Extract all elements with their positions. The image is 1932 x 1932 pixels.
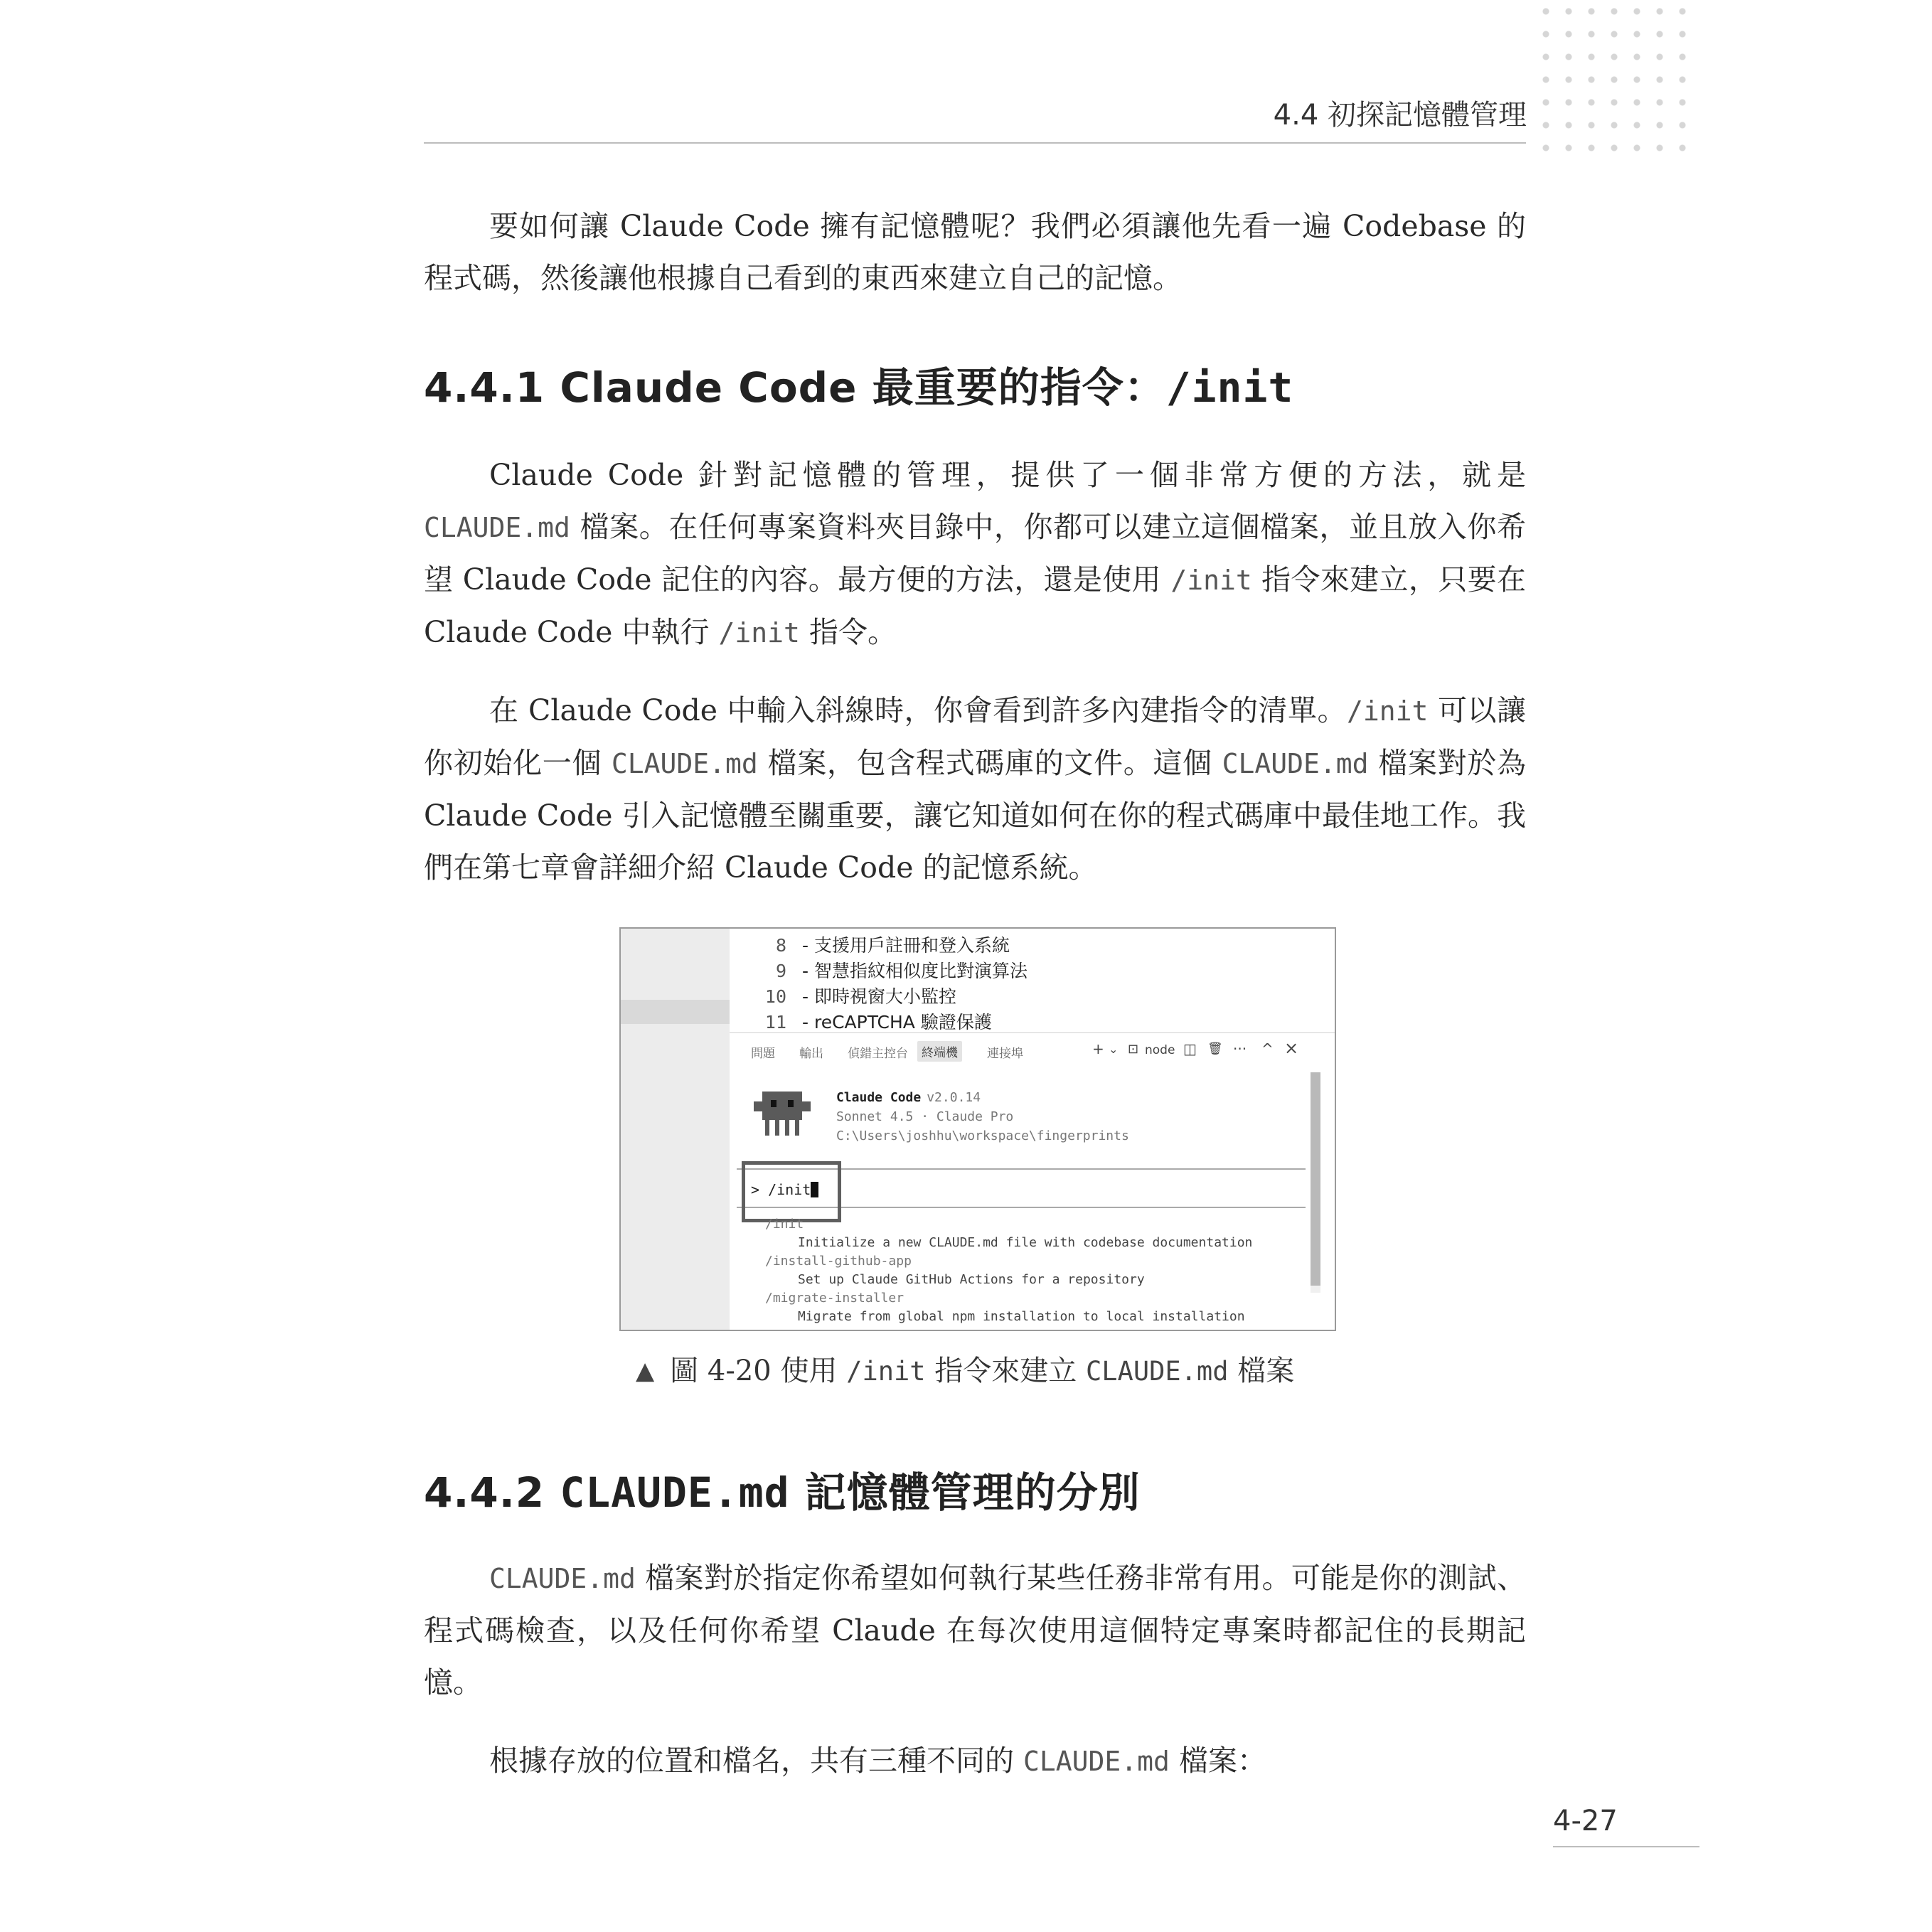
- highlight-box: [742, 1161, 841, 1222]
- section-442-paragraph-1: [424, 1552, 1526, 1709]
- code-line: [730, 957, 1028, 983]
- inline-code: CLAUDE.md: [1086, 1356, 1229, 1387]
- decorative-dot-grid: [1535, 0, 1697, 153]
- section-442-paragraph-2: [424, 1735, 1526, 1788]
- intro-text: 要如何讓 Claude Code 擁有記憶體呢？我們必須讓他先看一遍 Codebase 的程式碼，然後讓他根據自己看到的東西來建立自己的記憶。: [424, 209, 1526, 295]
- code-line: [730, 983, 956, 1008]
- app-name: Claude Code: [836, 1090, 922, 1105]
- terminal-name[interactable]: node: [1145, 1043, 1175, 1057]
- chevron-down-icon[interactable]: ⌄: [1109, 1042, 1119, 1056]
- text-run: 可以讓你初始化一個: [424, 693, 1526, 780]
- command-item-name[interactable]: /init: [765, 1217, 804, 1232]
- caption-triangle-icon: ▲: [636, 1357, 655, 1385]
- claude-mascot-icon: [754, 1089, 811, 1140]
- heading-code: /init: [1165, 363, 1294, 412]
- command-item-name[interactable]: /migrate-installer: [765, 1291, 904, 1306]
- section-heading-441: [424, 354, 1293, 414]
- add-terminal-icon[interactable]: +: [1092, 1040, 1104, 1057]
- heading-text: Claude Code 最重要的指令：: [560, 363, 1166, 412]
- editor-gutter: [621, 929, 730, 1330]
- prompt-text: > /init: [751, 1181, 811, 1198]
- figure-screenshot: [619, 927, 1336, 1331]
- section-441-paragraph-1: [424, 449, 1526, 659]
- terminal-panel: [730, 1032, 1335, 1330]
- heading-number: 4.4.1: [424, 363, 560, 412]
- text-run: 指令來建立: [925, 1355, 1086, 1387]
- command-item-desc: Migrate from global npm installation to local installation: [798, 1309, 1245, 1324]
- text-run: 根據存放的位置和檔名，共有三種不同的: [489, 1744, 1024, 1778]
- section-heading-442: [424, 1459, 1141, 1519]
- text-run: 圖 4-20 使用: [670, 1355, 847, 1387]
- inline-code: /init: [1170, 565, 1252, 596]
- inline-code: /init: [718, 617, 800, 649]
- command-item-desc: Initialize a new CLAUDE.md file with codebase documentation: [798, 1235, 1253, 1250]
- header-rule: [424, 142, 1526, 144]
- model-info: Sonnet 4.5 · Claude Pro: [836, 1109, 1014, 1124]
- text-run: 在 Claude Code 中輸入斜線時，你會看到許多內建指令的清單。: [489, 693, 1347, 727]
- working-directory: C:\Users\joshhu\workspace\fingerprints: [836, 1128, 1129, 1143]
- text-run: 檔案對於為 Claude Code 引入記憶體至關重要，讓它知道如何在你的程式碼庫中最佳地工作。我們在第七章會詳細介紹 Claude Code 的記憶系統。: [424, 746, 1526, 885]
- maximize-panel-icon[interactable]: ^: [1261, 1040, 1274, 1057]
- intro-paragraph: [424, 201, 1526, 304]
- running-header-title: 4.4 初探記憶體管理: [1269, 92, 1527, 133]
- claude-code-title: [836, 1090, 981, 1105]
- code-line: [730, 932, 1010, 957]
- heading-text: 記憶體管理的分別: [789, 1468, 1141, 1517]
- line-number: 11: [764, 1012, 786, 1032]
- text-run: 檔案。在任何專案資料夾目錄中，你都可以建立這個檔案，並且放入你希望 Claude Code 記住的內容。最方便的方法，還是使用: [424, 510, 1526, 597]
- line-text: - 支援用戶註冊和登入系統: [802, 935, 1010, 956]
- line-text: - reCAPTCHA 驗證保護: [802, 1012, 992, 1032]
- text-run: Claude Code 針對記憶體的管理，提供了一個非常方便的方法，就是: [489, 458, 1526, 492]
- split-terminal-icon[interactable]: ◫: [1183, 1040, 1197, 1057]
- text-run: 檔案，包含程式碼庫的文件。這個: [757, 746, 1222, 780]
- inline-code: CLAUDE.md: [1222, 748, 1369, 779]
- editor-code-lines: [730, 929, 1335, 1032]
- tab-output[interactable]: 輸出: [799, 1047, 823, 1061]
- figure-caption: [636, 1348, 1294, 1389]
- inline-code: /init: [1347, 695, 1429, 727]
- inline-code: CLAUDE.md: [424, 512, 570, 543]
- inline-code: CLAUDE.md: [611, 748, 758, 779]
- text-run: 檔案：: [1169, 1744, 1266, 1778]
- inline-code: /init: [846, 1356, 926, 1387]
- scrollbar-thumb[interactable]: [1311, 1072, 1320, 1286]
- command-item-name[interactable]: /install-github-app: [765, 1254, 912, 1269]
- inline-code: CLAUDE.md: [1023, 1746, 1170, 1777]
- text-run: 檔案對於指定你希望如何執行某些任務非常有用。可能是你的測試、程式碼檢查，以及任何你希望 Claude 在每次使用這個特定專案時都記住的長期記憶。: [424, 1561, 1526, 1699]
- heading-code: CLAUDE.md: [560, 1468, 790, 1517]
- gutter-highlight: [621, 1000, 730, 1024]
- tab-ports[interactable]: 連接埠: [987, 1047, 1023, 1061]
- command-item-desc: Set up Claude GitHub Actions for a repository: [798, 1272, 1145, 1287]
- terminal-icon: ⊡: [1128, 1042, 1139, 1057]
- section-441-paragraph-2: [424, 685, 1526, 894]
- text-run: 檔案: [1228, 1355, 1295, 1387]
- tab-problems[interactable]: 問題: [751, 1047, 775, 1061]
- line-number: 10: [764, 986, 786, 1007]
- more-actions-icon[interactable]: ···: [1233, 1040, 1247, 1057]
- line-number: 9: [775, 961, 786, 981]
- app-version: v2.0.14: [927, 1090, 981, 1105]
- tab-terminal[interactable]: 終端機: [917, 1041, 962, 1062]
- panel-tab-bar: [730, 1033, 1335, 1069]
- inline-code: CLAUDE.md: [489, 1563, 636, 1594]
- line-text: - 智慧指紋相似度比對演算法: [802, 961, 1028, 981]
- page-number-rule: [1553, 1846, 1699, 1847]
- text-run: 指令。: [799, 615, 897, 649]
- code-line: [730, 1008, 992, 1034]
- page-number: 4-27: [1553, 1805, 1618, 1837]
- tab-debug-console[interactable]: 偵錯主控台: [848, 1047, 908, 1061]
- line-text: - 即時視窗大小監控: [802, 986, 956, 1007]
- text-run: 指令來建立，只要在 Claude Code 中執行: [424, 562, 1526, 649]
- trash-icon[interactable]: 🗑: [1207, 1042, 1223, 1056]
- heading-number: 4.4.2: [424, 1468, 560, 1517]
- line-number: 8: [775, 935, 786, 956]
- close-panel-icon[interactable]: ×: [1284, 1038, 1299, 1058]
